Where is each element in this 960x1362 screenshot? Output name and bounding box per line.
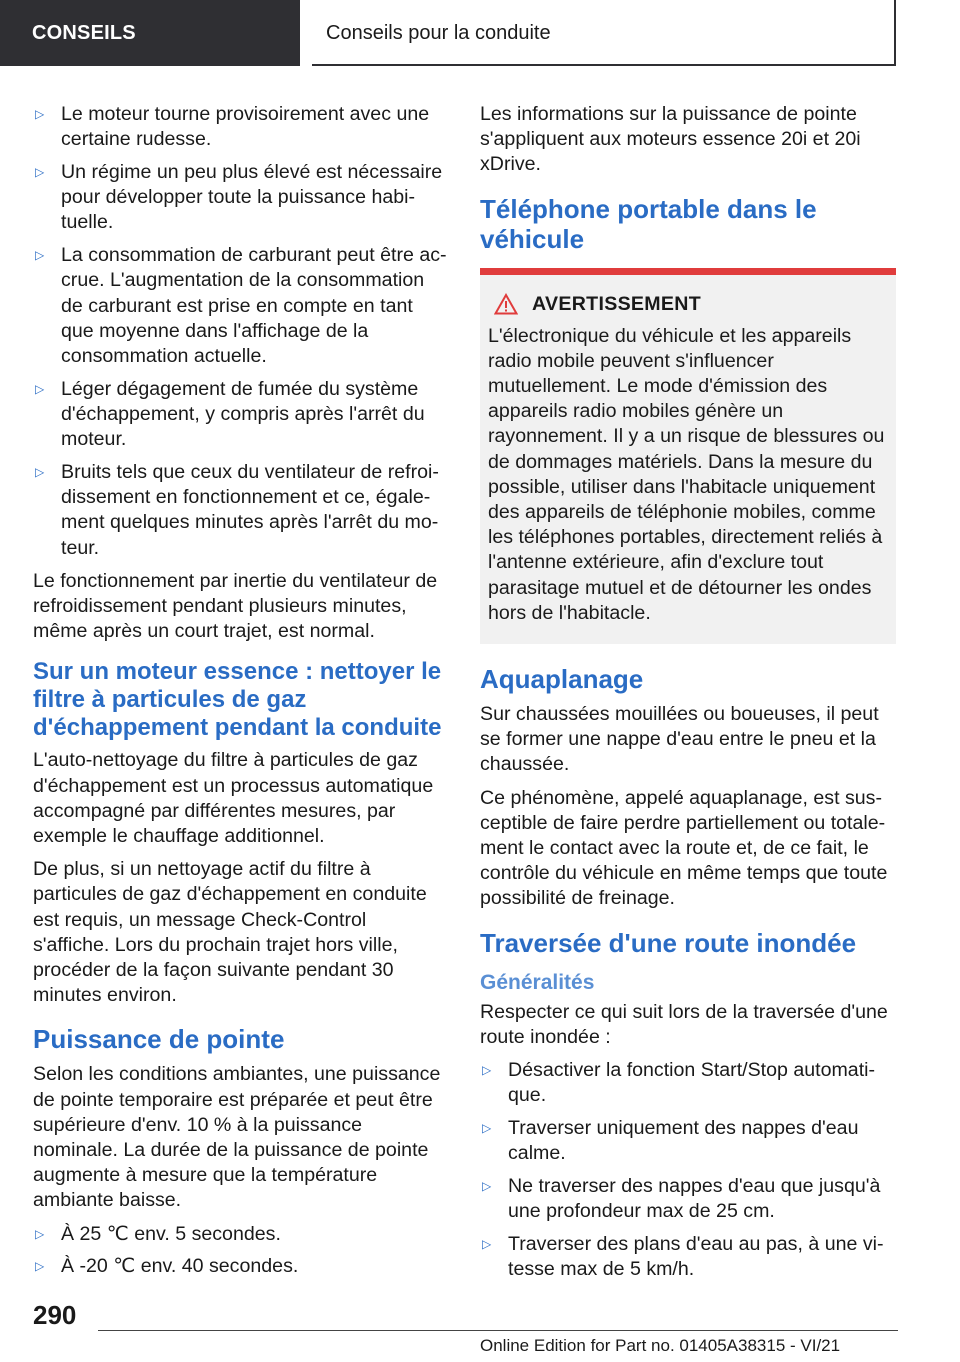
paragraph-aqua-1: Sur chaussées mouillées ou boueuses, il peut se former une nappe d'eau entre le pneu et la chaussée. (480, 703, 879, 776)
heading-mobile-phone: Téléphone portable dans le véhicule (480, 193, 817, 254)
heading-flooded-road: Traversée d'une route inondée (480, 927, 857, 958)
page-header (0, 0, 960, 66)
warning-text: L'électronique du véhicule et les appareils radio mobile peuvent s'influencer mutuellement. Le mode d'émission des appareils radio mobiles génère un rayonnement. Il y a un risque de blessures ou de dommages matériels. Dans la mesure du possible, utiliser dans l'habitacle uniquement des appareils de téléphonie mobiles, comme les téléphones portables, directement reliés à l'antenne extérieure, afin d'exclure tout parasitage mutuel et de détourner les ondes hors de l'habitacle. (488, 324, 885, 624)
list-item: ▷ Traverser des plans d'eau au pas, à une vitesse max de 5 km/h. (482, 1233, 884, 1281)
triangle-right-icon: ▷ (35, 107, 45, 121)
triangle-right-icon: ▷ (482, 1237, 492, 1252)
heading-general: Généralités (480, 970, 595, 994)
page-title: Conseils pour la conduite (312, 0, 896, 66)
triangle-right-icon: ▷ (35, 248, 45, 263)
list-item: ▷ Bruits tels que ceux du ventilateur de refroidissement en fonctionnement et ce, également quelques minutes après l'arrêt du moteur. (35, 461, 439, 559)
triangle-right-icon: ▷ (35, 1226, 45, 1241)
footer-divider (98, 1330, 898, 1331)
right-column (480, 102, 896, 1290)
list-item: ▷ Un régime un peu plus élevé est nécessaire pour développer toute la puissance habituelle. (35, 161, 443, 234)
list-item: ▷ Ne traverser des nappes d'eau que jusqu'à une profondeur max de 25 cm. (482, 1175, 881, 1223)
triangle-right-icon: ▷ (35, 165, 45, 179)
bullet-list-flood (480, 1058, 896, 1282)
list-item: ▷ Traverser uniquement des nappes d'eau calme. (482, 1117, 859, 1165)
warning-header (488, 293, 886, 316)
paragraph-fan: Le fonctionnement par inertie du ventilateur de refroidissement pendant plusieurs minutes, même après un court trajet, est normal. (33, 569, 438, 643)
warning-box (480, 268, 896, 644)
list-item: ▷ Désactiver la fonction Start/Stop automatique. (482, 1059, 876, 1107)
list-item: ▷ Léger dégagement de fumée du système d'échappement, y compris après l'arrêt du moteur. (35, 377, 425, 451)
paragraph-filter-2: De plus, si un nettoyage actif du filtre à particules de gaz d'échappement en conduite est requis, un message Check-Control s'affiche. Lors du prochain trajet hors ville, procéder de la façon suivante pendant 30 minutes environ. (33, 858, 427, 1007)
bullet-list-power (33, 1222, 448, 1280)
page-number: 290 (33, 1300, 77, 1330)
triangle-right-icon: ▷ (35, 381, 45, 396)
footer-edition: Online Edition for Part no. 01405A38315 - VI/21 (480, 1336, 841, 1355)
list-item: ▷ À -20 ℃ env. 40 secondes. (33, 1254, 448, 1279)
triangle-right-icon: ▷ (482, 1179, 492, 1194)
triangle-right-icon: ▷ (482, 1063, 492, 1078)
warning-triangle-icon (494, 293, 518, 315)
heading-peak-power: Puissance de pointe (33, 1024, 285, 1055)
paragraph-peak-power: Selon les conditions ambiantes, une puissance de pointe temporaire est préparée et peut être supérieure d'env. 10 % à la puissance nominale. La durée de la puissance de pointe augmente à mesure que la température ambiante baisse. (33, 1063, 441, 1212)
paragraph-filter-1: L'auto-nettoyage du filtre à particules de gaz d'échappement est un processus automatique accompagné par différentes mesures, par exemple le chauffage additionnel. (33, 749, 434, 848)
bullet-list-effects (33, 102, 448, 561)
triangle-right-icon: ▷ (482, 1121, 492, 1136)
heading-filter-cleaning: Sur un moteur essence : nettoyer le filtre à particules de gaz d'échappement pendant la conduite (33, 658, 442, 742)
triangle-right-icon: ▷ (35, 1259, 45, 1274)
list-item: ▷ À 25 ℃ env. 5 secondes. (33, 1222, 448, 1247)
left-column (33, 102, 448, 1288)
paragraph-aqua-2: Ce phénomène, appelé aquaplanage, est susceptible de faire perdre partiellement ou totalement le contact avec la route et, de ce fait, le contrôle du véhicule en même temps que toute possibilité de freinage. (480, 786, 888, 910)
triangle-right-icon: ▷ (35, 465, 45, 480)
list-item: ▷ La consommation de carburant peut être accrue. L'augmentation de la consommation de carburant est prise en compte en tant que moyenne dans l'affichage de la consommation actuelle. (35, 244, 447, 368)
warning-title: AVERTISSEMENT (532, 292, 702, 315)
heading-aquaplaning: Aquaplanage (480, 664, 644, 695)
list-item: ▷ Le moteur tourne provisoirement avec une certaine rudesse. (35, 103, 430, 151)
section-tab: CONSEILS (0, 0, 300, 66)
paragraph-power-note: Les informations sur la puissance de pointe s'appliquent aux moteurs essence 20i et 20i xDrive. (480, 103, 861, 176)
paragraph-general: Respecter ce qui suit lors de la traversée d'une route inondée : (480, 1000, 888, 1048)
